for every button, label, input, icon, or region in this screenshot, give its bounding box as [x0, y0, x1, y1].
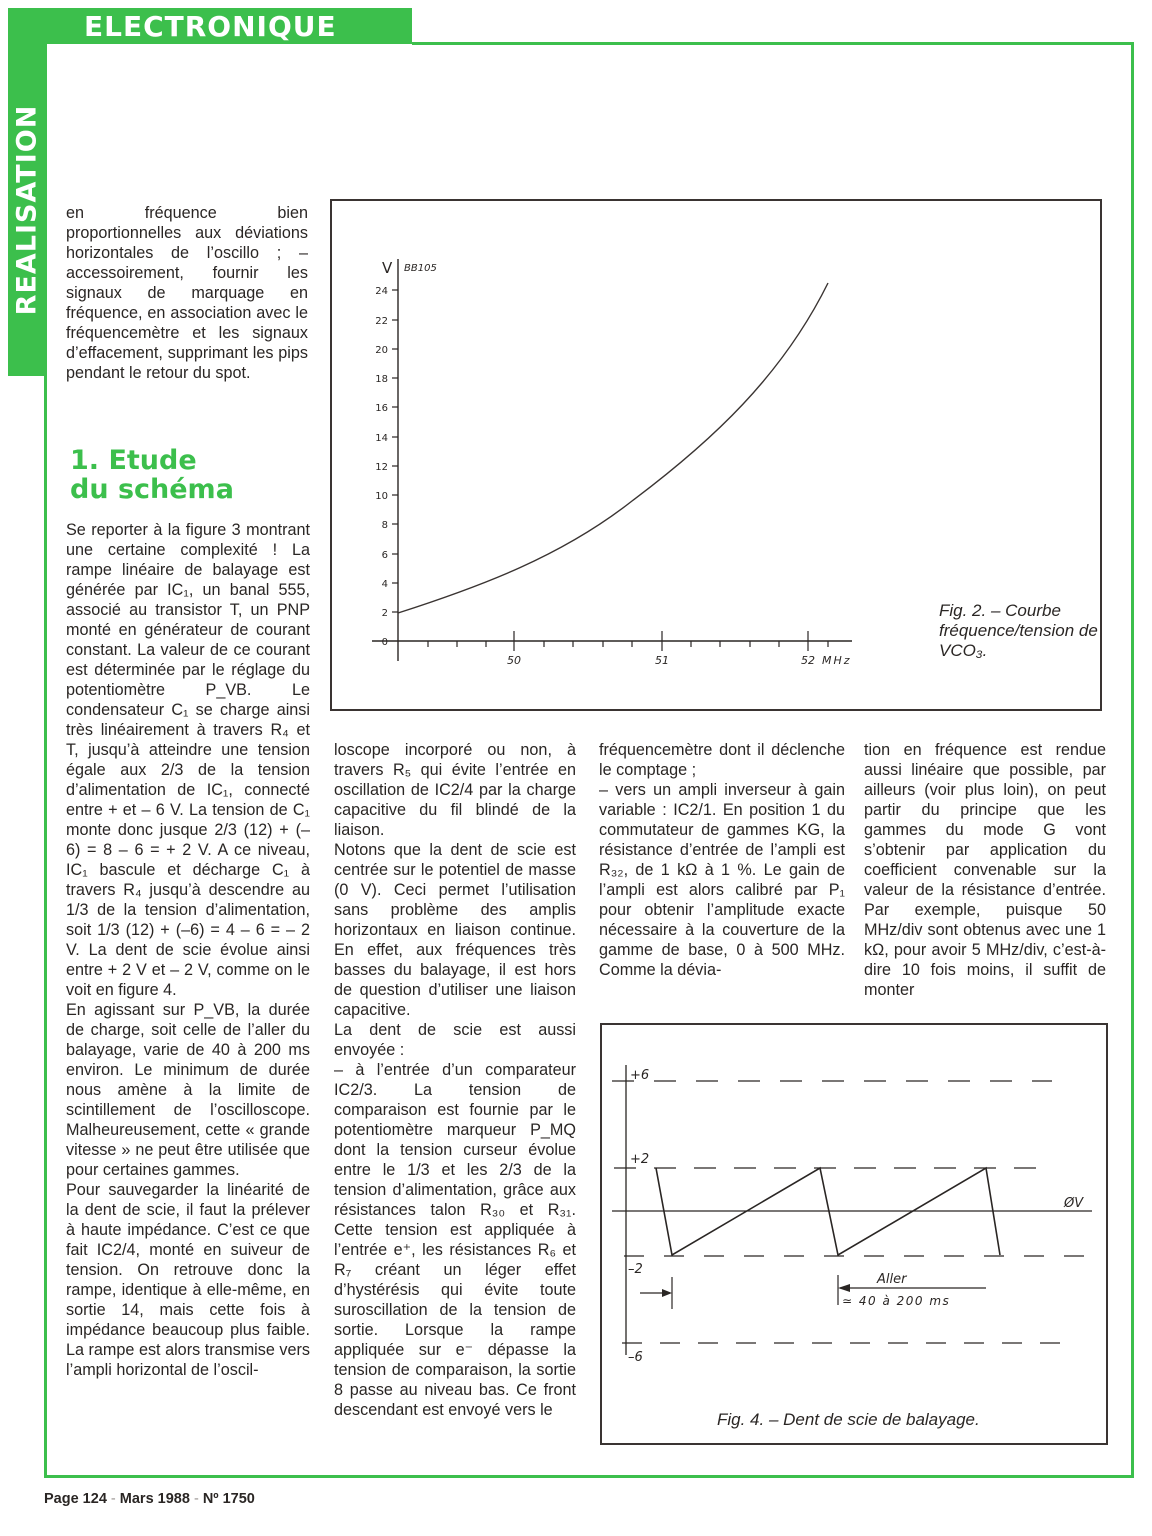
paragraph: en fréquence bien proportionnelles aux déviations horizontales de l’oscillo ; – accessoirement, fournir les signaux de marquage en fréquence, en association avec le fréquencemètre et les signaux d’effacement, supprimant les pips pendant le retour du spot. — [66, 204, 308, 382]
level-label: ØV — [1064, 1196, 1084, 1211]
y-tick: 24 — [375, 286, 388, 297]
paragraph: fréquencemètre dont il déclenche le comptage ; — [599, 741, 845, 779]
paragraph: – à l’entrée d’un comparateur IC2/3. La tension de comparaison est fournie par le potentiomètre marqueur P_MQ dont la tension curseur évolue entre le 1/3 et les 2/3 de la tension d’alimentation, grâce aux résistances talon R₃₀ et R₃₁. Cette tension est appliquée à l’entrée e⁺, les résistances R₆ et R₇ créant un léger effet d’hystérésis qui évite toute suroscillation de la tension de sortie. Lorsque la rampe appliquée sur e⁻ dépasse la tension de comparaison, la sortie 8 passe au niveau bas. Ce front descendant est envoyé vers le — [334, 1061, 576, 1419]
fig2-caption: Fig. 2. – Courbe fréquence/tension de VCO₃. — [939, 601, 1098, 660]
section-heading-line-1: 1. Etude — [70, 445, 197, 476]
y-tick: 8 — [381, 520, 388, 531]
y-tick: 22 — [375, 316, 388, 327]
paragraph: Notons que la dent de scie est centrée sur le potentiel de masse (0 V). Ceci permet l’utilisation sans problème des amplis horizontaux en liaison continue. En effet, aux fréquences très basses du balayage, il est hors de question d’utiliser une liaison capacitive. — [334, 841, 576, 1019]
footer-date: Mars 1988 — [119, 1491, 190, 1507]
paragraph: Se reporter à la figure 3 montrant une certaine complexité ! La rampe linéaire de balayage est générée par IC₁, un banal 555, associé au transistor T, un PNP monté en générateur de courant constant. La valeur de ce courant est déterminée par le réglage du potentiomètre P_VB. Le condensateur C₁ se charge ainsi très linéairement à travers R₄ et T, jusqu’à atteindre une tension égale aux 2/3 de la tension d’alimentation de IC₁, connecté entre + et – 6 V. La tension de C₁ monte donc jusque 2/3 (12) + (–6) = 8 – 6 = + 2 V. A ce niveau, IC₁ bascule et décharge C₁ à travers R₄ jusqu’à descendre au 1/3 de la tension d’alimentation, soit 1/3 (12) + (–6) = 4 – 6 = – 2 V. La dent de scie évolue ainsi entre + 2 V et – 2 V, comme on le voit en figure 4. — [66, 521, 310, 999]
paragraph: En agissant sur P_VB, la durée de charge, soit celle de l’aller du balayage, varie de 40 à 200 ms environ. Le minimum de durée nous amène à la limite de scintillement de l’oscilloscope. Malheureusement, cette « grande vitesse » ne peut être utilisée que pour certaines gammes. — [66, 1001, 310, 1179]
paragraph: tion en fréquence est rendue aussi linéaire que possible, par ailleurs (voir plus loin), on peut partir du principe que les gammes du mode G vont s’obtenir par application du coefficient convenable sur la valeur de la résistance d’entrée. Par exemple, puisque 50 MHz/div sont obtenus avec une 1 kΩ, pour avoir 5 MHz/div, c’est-à-dire 10 fois moins, il suffit de monter — [864, 741, 1106, 999]
figure-2 — [330, 199, 1102, 711]
column-1-intro — [66, 203, 308, 383]
y-tick: 16 — [375, 403, 388, 414]
section-header-tab — [8, 8, 412, 44]
column-4 — [864, 740, 1106, 1000]
paragraph: – vers un ampli inverseur à gain variable : IC2/1. En position 1 du commutateur de gammes KG, la résistance d’entrée de l’ampli est R₃₂, de 1 kΩ à 1 %. Le gain de l’ampli est alors calibré par P₁ pour obtenir l’amplitude exacte nécessaire à la couverture de la gamme de base, 0 à 500 MHz. Comme la dévia- — [599, 781, 845, 979]
device-label: BB105 — [404, 263, 437, 274]
fig4-chart — [602, 1025, 1106, 1443]
footer-page: Page 124 — [44, 1491, 107, 1507]
paragraph: Pour sauvegarder la linéarité de la dent de scie, il faut la prélever à haute impédance. C’est ce que fait IC2/4, monté en suiveur de tension. On retrouve donc la rampe, identique à elle-même, en sortie 14, mais cette fois à impédance beaucoup plus faible. La rampe est alors transmise vers l’ampli horizontal de l’oscil- — [66, 1181, 310, 1379]
section-heading — [70, 446, 234, 504]
footer-issue: Nº 1750 — [202, 1491, 255, 1507]
fig4-caption: Fig. 4. – Dent de scie de balayage. — [717, 1410, 980, 1429]
x-tick: 50 — [507, 654, 521, 667]
y-tick: 2 — [381, 608, 388, 619]
bb105-curve — [398, 283, 828, 613]
y-tick: 12 — [375, 462, 388, 473]
level-label: –6 — [628, 1350, 643, 1365]
page-footer: Page 124 - Mars 1988 - Nº 1750 — [44, 1491, 255, 1507]
section-title: ELECTRONIQUE — [84, 10, 337, 43]
side-tab — [8, 44, 46, 376]
x-axis-unit: MHz — [822, 654, 852, 667]
y-tick: 6 — [381, 550, 388, 561]
level-label: +6 — [630, 1068, 650, 1083]
level-label: +2 — [630, 1152, 650, 1167]
y-tick: 10 — [375, 491, 388, 502]
y-axis-unit: V — [382, 259, 393, 277]
column-3 — [599, 740, 845, 980]
y-tick: 18 — [375, 374, 388, 385]
section-heading-line-2: du schéma — [70, 474, 234, 505]
column-1 — [66, 520, 310, 1380]
paragraph: loscope incorporé ou non, à travers R₅ qui évite l’entrée en oscillation de IC2/4 par la charge capacitive du fil blindé de la liaison. — [334, 741, 576, 839]
level-label: –2 — [628, 1262, 643, 1277]
y-tick: 14 — [375, 433, 388, 444]
y-tick: 20 — [375, 345, 388, 356]
y-tick: 4 — [381, 579, 388, 590]
page-frame-top — [412, 42, 1134, 45]
x-tick: 52 — [801, 654, 815, 667]
column-2 — [334, 740, 576, 1420]
annotation-value: ≃ 40 à 200 ms — [842, 1294, 951, 1308]
side-tab-label: REALISATION — [11, 104, 43, 316]
paragraph: La dent de scie est aussi envoyée : — [334, 1021, 576, 1059]
figure-4 — [600, 1023, 1108, 1445]
y-tick: 0 — [381, 637, 388, 648]
x-tick: 51 — [655, 654, 669, 667]
annotation-label: Aller — [877, 1272, 907, 1287]
